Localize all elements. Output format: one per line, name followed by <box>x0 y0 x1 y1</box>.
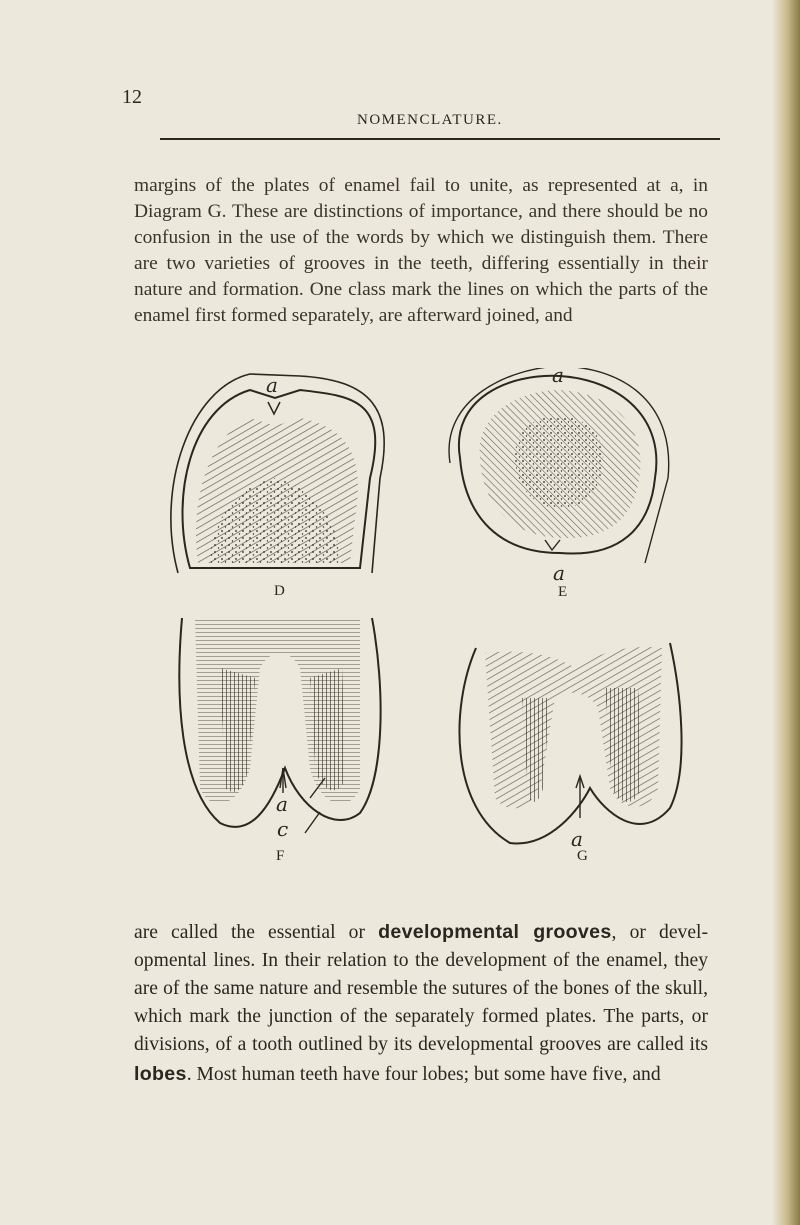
paragraph-bottom-part2: , or developmental lines. In their relation to the development of the enamel, they are of the same nature and resemble the sutures of the bones of the skull, which mark the junction of the separately formed plates. The parts, or divisions, of a tooth outlined by its developmental grooves are called its <box>134 921 708 1056</box>
diagram-f-mark-c: c <box>277 817 289 841</box>
page-edge-shadow <box>772 0 800 1225</box>
diagram-e-mark-a-bottom: a <box>553 561 565 585</box>
header-rule <box>160 138 720 140</box>
paragraph-bottom-part3: . Most human teeth have four lobes; but some have five, and <box>186 1063 661 1085</box>
page-number: 12 <box>122 86 142 108</box>
diagram-f-caption: F <box>276 848 285 864</box>
paragraph-top: margins of the plates of enamel fail to unite, as represented at a, in Diagram G. These are distinctions of importance, and there should be no confusion in the use of the words by which we distinguish them. There are two varieties of grooves in the teeth, differing essentially in their nature and formation. One class mark the lines on which the parts of the enamel first formed separately, are afterward joined, and <box>134 175 708 327</box>
diagram-g-mark-a: a <box>571 827 583 851</box>
diagram-g-caption: G <box>577 848 588 864</box>
tooth-diagrams <box>150 368 710 868</box>
diagram-d-caption: D <box>274 583 285 599</box>
diagram-e-mark-a-top: a <box>552 368 564 387</box>
term-developmental-grooves: developmental grooves <box>378 920 612 943</box>
diagram-f <box>179 618 380 864</box>
paragraph-bottom <box>134 918 708 1089</box>
paragraph-bottom-part1: are called the essential or <box>134 921 379 943</box>
diagram-e-caption: E <box>558 584 568 600</box>
diagram-e <box>449 368 669 600</box>
diagram-d <box>171 373 384 599</box>
running-head: NOMENCLATURE. <box>357 112 503 128</box>
diagram-g <box>459 643 681 864</box>
diagram-d-mark-a: a <box>266 373 278 397</box>
diagram-f-mark-a: a <box>276 792 288 816</box>
term-lobes: lobes <box>134 1062 187 1085</box>
